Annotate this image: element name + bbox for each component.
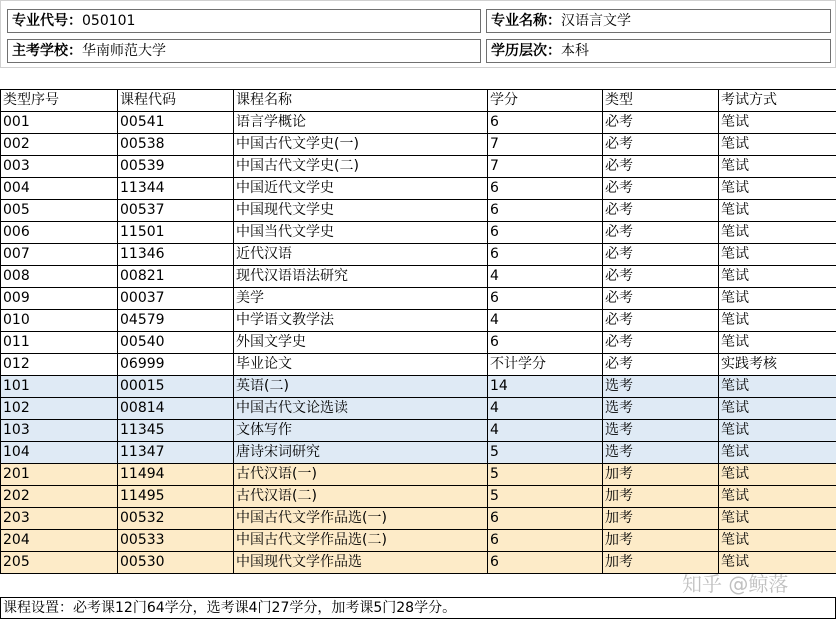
watermark: 知乎 @鲸落 — [682, 572, 789, 596]
major-name-value: 汉语言文学 — [561, 13, 631, 29]
category-cell: 必考 — [603, 244, 719, 266]
category-cell: 必考 — [603, 134, 719, 156]
table-row — [1, 178, 836, 200]
exam-method-cell: 笔试 — [719, 464, 836, 486]
course-name-cell: 古代汉语(二) — [234, 486, 488, 508]
table-row — [1, 354, 836, 376]
exam-method-cell: 笔试 — [719, 332, 836, 354]
credit-cell: 5 — [488, 464, 603, 486]
table-row — [1, 222, 836, 244]
table-row — [1, 288, 836, 310]
category-cell: 必考 — [603, 266, 719, 288]
course-name-cell: 中国古代文论选读 — [234, 398, 488, 420]
course-code-cell: 11494 — [118, 464, 234, 486]
course-code-cell: 00538 — [118, 134, 234, 156]
table-row — [1, 486, 836, 508]
course-name-cell: 近代汉语 — [234, 244, 488, 266]
exam-method-cell: 笔试 — [719, 156, 836, 178]
type-seq-cell: 001 — [1, 112, 118, 134]
type-seq-cell: 104 — [1, 442, 118, 464]
table-row — [1, 266, 836, 288]
category-cell: 必考 — [603, 288, 719, 310]
type-seq-cell: 008 — [1, 266, 118, 288]
school-box — [7, 39, 481, 63]
major-name-box — [486, 9, 831, 33]
category-cell: 必考 — [603, 200, 719, 222]
exam-method-cell: 笔试 — [719, 420, 836, 442]
credit-cell: 6 — [488, 200, 603, 222]
column-header: 类型序号 — [1, 90, 118, 112]
category-cell: 加考 — [603, 464, 719, 486]
category-cell: 必考 — [603, 222, 719, 244]
table-row — [1, 156, 836, 178]
course-code-cell: 00539 — [118, 156, 234, 178]
exam-method-cell: 笔试 — [719, 376, 836, 398]
course-name-cell: 美学 — [234, 288, 488, 310]
exam-method-cell: 笔试 — [719, 200, 836, 222]
credit-cell: 6 — [488, 244, 603, 266]
table-row — [1, 420, 836, 442]
course-code-cell: 11345 — [118, 420, 234, 442]
exam-method-cell: 笔试 — [719, 244, 836, 266]
credit-cell: 6 — [488, 288, 603, 310]
course-name-cell: 古代汉语(一) — [234, 464, 488, 486]
category-cell: 选考 — [603, 442, 719, 464]
course-name-cell: 中国古代文学史(一) — [234, 134, 488, 156]
course-table — [0, 89, 836, 574]
course-code-cell: 00037 — [118, 288, 234, 310]
table-row — [1, 442, 836, 464]
category-cell: 加考 — [603, 530, 719, 552]
exam-method-cell: 笔试 — [719, 134, 836, 156]
table-row — [1, 310, 836, 332]
table-header-row — [1, 90, 836, 112]
credit-cell: 4 — [488, 420, 603, 442]
type-seq-cell: 005 — [1, 200, 118, 222]
major-name-label: 专业名称： — [491, 13, 561, 29]
category-cell: 选考 — [603, 398, 719, 420]
course-name-cell: 中国古代文学史(二) — [234, 156, 488, 178]
course-code-cell: 00814 — [118, 398, 234, 420]
level-value: 本科 — [561, 43, 589, 59]
table-row — [1, 530, 836, 552]
table-row — [1, 200, 836, 222]
course-code-cell: 11495 — [118, 486, 234, 508]
type-seq-cell: 202 — [1, 486, 118, 508]
table-row — [1, 398, 836, 420]
exam-method-cell: 笔试 — [719, 552, 836, 574]
course-code-cell: 11501 — [118, 222, 234, 244]
course-summary: 课程设置：必考课12门64学分，选考课4门27学分，加考课5门28学分。 — [0, 597, 836, 619]
course-code-cell: 11344 — [118, 178, 234, 200]
course-code-cell: 00541 — [118, 112, 234, 134]
exam-method-cell: 笔试 — [719, 310, 836, 332]
exam-method-cell: 笔试 — [719, 508, 836, 530]
exam-method-cell: 笔试 — [719, 442, 836, 464]
column-header: 考试方式 — [719, 90, 836, 112]
course-name-cell: 中国古代文学作品选(一) — [234, 508, 488, 530]
exam-method-cell: 笔试 — [719, 398, 836, 420]
type-seq-cell: 003 — [1, 156, 118, 178]
category-cell: 选考 — [603, 420, 719, 442]
course-name-cell: 毕业论文 — [234, 354, 488, 376]
type-seq-cell: 101 — [1, 376, 118, 398]
type-seq-cell: 102 — [1, 398, 118, 420]
course-name-cell: 中国现代文学史 — [234, 200, 488, 222]
exam-method-cell: 实践考核 — [719, 354, 836, 376]
course-code-cell: 00015 — [118, 376, 234, 398]
course-name-cell: 中国当代文学史 — [234, 222, 488, 244]
type-seq-cell: 010 — [1, 310, 118, 332]
course-code-cell: 00540 — [118, 332, 234, 354]
school-label: 主考学校： — [12, 43, 82, 59]
course-name-cell: 中国古代文学作品选(二) — [234, 530, 488, 552]
school-value: 华南师范大学 — [82, 43, 166, 59]
exam-method-cell: 笔试 — [719, 222, 836, 244]
credit-cell: 7 — [488, 156, 603, 178]
credit-cell: 6 — [488, 332, 603, 354]
column-header: 学分 — [488, 90, 603, 112]
credit-cell: 7 — [488, 134, 603, 156]
course-table-body — [1, 90, 836, 574]
type-seq-cell: 012 — [1, 354, 118, 376]
type-seq-cell: 203 — [1, 508, 118, 530]
exam-method-cell: 笔试 — [719, 288, 836, 310]
major-code-box — [7, 9, 481, 33]
course-code-cell: 00533 — [118, 530, 234, 552]
exam-method-cell: 笔试 — [719, 486, 836, 508]
course-name-cell: 文体写作 — [234, 420, 488, 442]
credit-cell: 6 — [488, 222, 603, 244]
major-code-label: 专业代号： — [12, 13, 82, 29]
credit-cell: 6 — [488, 530, 603, 552]
type-seq-cell: 204 — [1, 530, 118, 552]
course-name-cell: 中学语文教学法 — [234, 310, 488, 332]
course-name-cell: 现代汉语语法研究 — [234, 266, 488, 288]
course-name-cell: 中国现代文学作品选 — [234, 552, 488, 574]
credit-cell: 4 — [488, 266, 603, 288]
course-name-cell: 唐诗宋词研究 — [234, 442, 488, 464]
major-code-value: 050101 — [82, 13, 136, 29]
level-label: 学历层次： — [491, 43, 561, 59]
course-code-cell: 00530 — [118, 552, 234, 574]
category-cell: 必考 — [603, 354, 719, 376]
exam-method-cell: 笔试 — [719, 178, 836, 200]
course-code-cell: 06999 — [118, 354, 234, 376]
credit-cell: 6 — [488, 178, 603, 200]
credit-cell: 5 — [488, 442, 603, 464]
course-name-cell: 英语(二) — [234, 376, 488, 398]
category-cell: 选考 — [603, 376, 719, 398]
category-cell: 必考 — [603, 310, 719, 332]
course-code-cell: 00821 — [118, 266, 234, 288]
course-code-cell: 04579 — [118, 310, 234, 332]
category-cell: 必考 — [603, 156, 719, 178]
type-seq-cell: 011 — [1, 332, 118, 354]
course-code-cell: 11346 — [118, 244, 234, 266]
exam-method-cell: 笔试 — [719, 266, 836, 288]
table-row — [1, 112, 836, 134]
credit-cell: 6 — [488, 508, 603, 530]
type-seq-cell: 205 — [1, 552, 118, 574]
type-seq-cell: 009 — [1, 288, 118, 310]
category-cell: 必考 — [603, 178, 719, 200]
exam-method-cell: 笔试 — [719, 112, 836, 134]
table-row — [1, 464, 836, 486]
course-name-cell: 中国近代文学史 — [234, 178, 488, 200]
credit-cell: 6 — [488, 552, 603, 574]
category-cell: 加考 — [603, 486, 719, 508]
type-seq-cell: 006 — [1, 222, 118, 244]
column-header: 课程名称 — [234, 90, 488, 112]
exam-method-cell: 笔试 — [719, 530, 836, 552]
credit-cell: 不计学分 — [488, 354, 603, 376]
category-cell: 加考 — [603, 508, 719, 530]
table-row — [1, 552, 836, 574]
table-row — [1, 134, 836, 156]
table-row — [1, 508, 836, 530]
credit-cell: 4 — [488, 398, 603, 420]
column-header: 类型 — [603, 90, 719, 112]
table-row — [1, 376, 836, 398]
type-seq-cell: 103 — [1, 420, 118, 442]
type-seq-cell: 201 — [1, 464, 118, 486]
table-row — [1, 332, 836, 354]
major-info-panel — [0, 0, 836, 68]
credit-cell: 5 — [488, 486, 603, 508]
category-cell: 加考 — [603, 552, 719, 574]
category-cell: 必考 — [603, 332, 719, 354]
table-row — [1, 244, 836, 266]
type-seq-cell: 007 — [1, 244, 118, 266]
course-name-cell: 外国文学史 — [234, 332, 488, 354]
level-box — [486, 39, 831, 63]
course-name-cell: 语言学概论 — [234, 112, 488, 134]
course-code-cell: 00537 — [118, 200, 234, 222]
credit-cell: 6 — [488, 112, 603, 134]
credit-cell: 4 — [488, 310, 603, 332]
column-header: 课程代码 — [118, 90, 234, 112]
type-seq-cell: 004 — [1, 178, 118, 200]
category-cell: 必考 — [603, 112, 719, 134]
course-code-cell: 00532 — [118, 508, 234, 530]
course-code-cell: 11347 — [118, 442, 234, 464]
credit-cell: 14 — [488, 376, 603, 398]
type-seq-cell: 002 — [1, 134, 118, 156]
